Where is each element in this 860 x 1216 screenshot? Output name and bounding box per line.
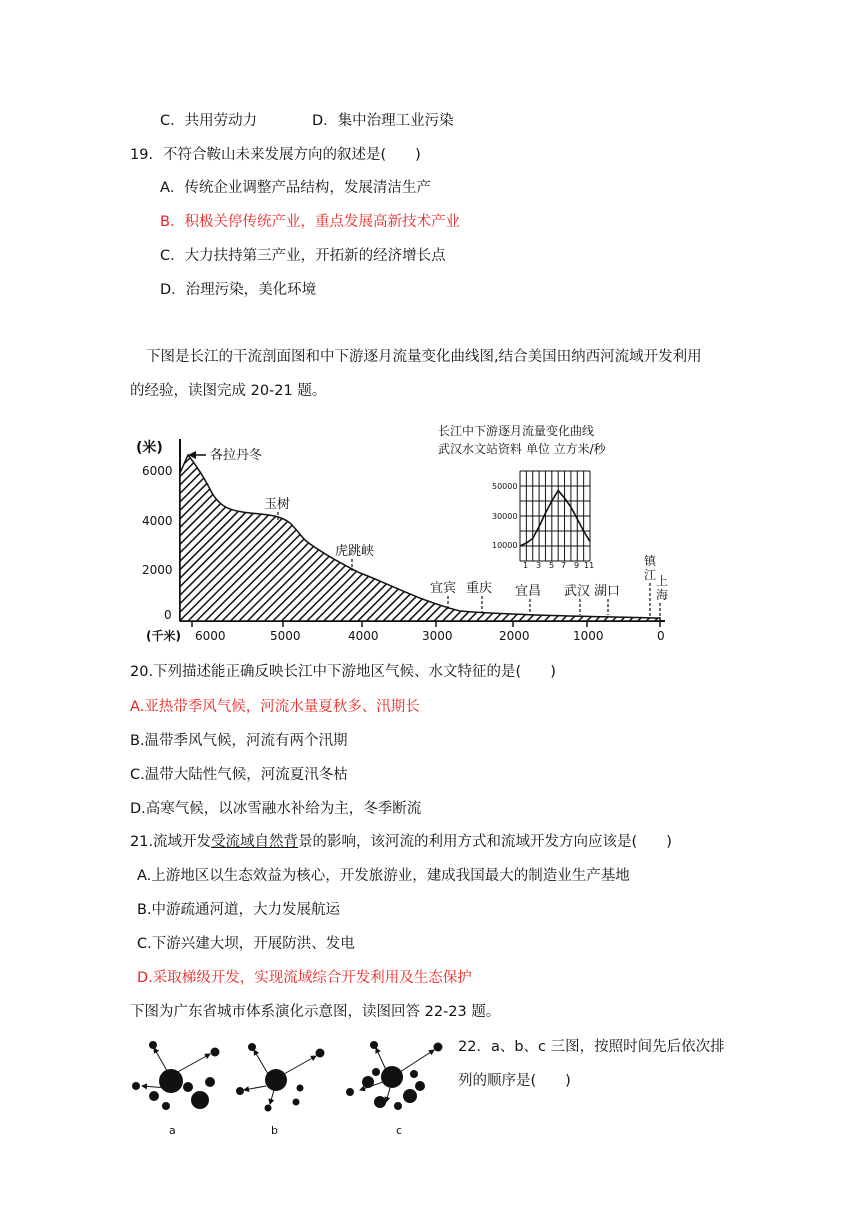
q21-stem-underlined: 受流域自然背 [211,834,299,850]
x-tick-4000: 4000 [348,629,379,643]
intro-20-21-line2: 的经验，读图完成 20-21 题。 [130,383,327,399]
q19-option-a: A．传统企业调整产品结构，发展清洁生产 [160,180,431,196]
q21-stem-post: 景的影响，该河流的利用方式和流域开发方向应该是( ) [298,834,672,850]
y-tick-0: 0 [164,608,172,622]
city-system-figure [128,1034,458,1144]
city-diagram-b [236,1043,325,1137]
zhenjiang-char-1: 镇 [644,554,657,568]
city-diagram-c [346,1041,443,1137]
zhenjiang-char-2: 江 [644,568,657,582]
q22-stem-line2: 列的顺序是( ) [458,1073,571,1089]
q19-stem: 19．不符合鞍山未来发展方向的叙述是( ) [130,147,421,163]
x-tick-5000: 5000 [270,629,301,643]
y-tick-2000: 2000 [142,563,173,577]
place-wuhan: 武汉 [564,584,591,599]
shanghai-char-1: 上 [656,574,669,588]
q18-option-d: D．集中治理工业污染 [312,113,454,129]
q22-stem-line1: 22．a、b、c 三图，按照时间先后依次排 [458,1039,725,1055]
q20-option-d: D.高寒气候，以冰雪融水补给为主，冬季断流 [130,801,422,817]
q19-option-d: D．治理污染，美化环境 [160,282,317,298]
q19-option-b: B．积极关停传统产业，重点发展高新技术产业 [160,214,460,230]
y-tick-4000: 4000 [142,514,173,528]
inset-flow-chart [492,471,594,570]
city-label-c: c [396,1124,403,1137]
x-tick-6000: 6000 [195,629,226,643]
q21-stem-pre: 21.流域开发 [130,834,212,850]
y-tick-6000: 6000 [142,464,173,478]
inset-subtitle: 武汉水文站资料 单位 立方米/秒 [438,442,606,456]
intro-20-21-line1: 下图是长江的干流剖面图和中下游逐月流量变化曲线图,结合美国田纳西河流域开发利用 [146,349,702,365]
place-yichang: 宜昌 [515,584,542,599]
x-unit-label: (千米) [146,629,181,643]
inset-y-tick-30000: 30000 [492,512,518,521]
inset-x-tick-7: 7 [561,561,567,570]
place-shanghai [656,573,668,602]
q21-option-d: D.采取梯级开发，实现流域综合开发利用及生态保护 [137,970,472,986]
city-label-b: b [271,1124,278,1137]
place-hukou: 湖口 [594,584,621,599]
q19-option-c: C．大力扶持第三产业，开拓新的经济增长点 [160,248,446,264]
q18-option-c: C．共用劳动力 [160,113,258,129]
x-tick-2000: 2000 [499,629,530,643]
inset-x-tick-3: 3 [536,561,542,570]
q20-option-b: B.温带季风气候，河流有两个汛期 [130,733,348,749]
q20-stem: 20.下列描述能正确反映长江中下游地区气候、水文特征的是( ) [130,664,556,680]
place-yibin: 宜宾 [430,581,457,596]
q21-option-c: C.下游兴建大坝，开展防洪、发电 [137,936,355,952]
q21-stem [130,832,672,852]
inset-grid [520,471,590,561]
x-tick-3000: 3000 [422,629,453,643]
place-hutiaoxia: 虎跳峡 [335,544,375,559]
shanghai-char-2: 海 [656,588,669,602]
yangtze-profile-figure [130,415,690,650]
inset-x-tick-11: 11 [584,561,595,570]
q20-option-a: A.亚热带季风气候，河流水量夏秋多、汛期长 [130,699,420,715]
inset-title: 长江中下游逐月流量变化曲线 [438,424,595,438]
inset-x-tick-9: 9 [574,561,580,570]
place-yushu: 玉树 [264,497,291,512]
x-tick-0: 0 [657,629,665,643]
city-diagram-a [132,1041,220,1137]
inset-flow-line [520,491,590,547]
y-unit-label: (米) [136,440,163,456]
inset-y-tick-50000: 50000 [492,482,518,491]
q20-option-c: C.温带大陆性气候，河流夏汛冬枯 [130,767,348,783]
inset-x-tick-5: 5 [549,561,555,570]
inset-y-tick-10000: 10000 [492,541,518,550]
inset-x-tick-1: 1 [523,561,529,570]
place-source: 各拉丹冬 [210,448,263,463]
inset-x-ticks [523,561,594,570]
q21-option-a: A.上游地区以生态效益为核心，开发旅游业，建成我国最大的制造业生产基地 [137,868,630,884]
place-chongqing: 重庆 [466,581,493,596]
intro-22-23: 下图为广东省城市体系演化示意图，读图回答 22-23 题。 [130,1004,501,1020]
x-tick-1000: 1000 [573,629,604,643]
q21-option-b: B.中游疏通河道，大力发展航运 [137,902,341,918]
city-label-a: a [169,1124,176,1137]
